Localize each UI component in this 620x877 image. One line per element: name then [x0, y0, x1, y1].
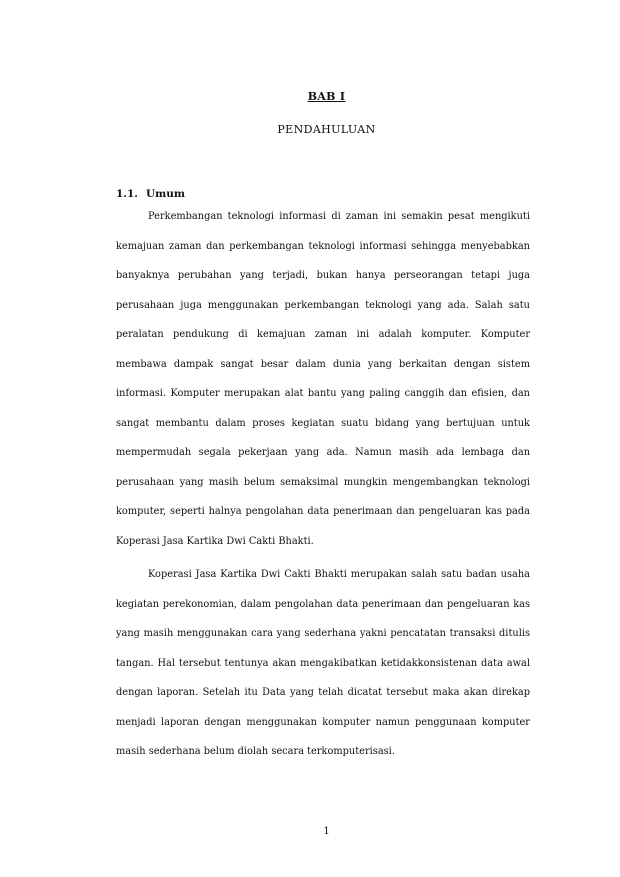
- chapter-title: PENDAHULUAN: [277, 123, 376, 136]
- chapter-label: BAB I: [307, 90, 346, 103]
- body-paragraph: Koperasi Jasa Kartika Dwi Cakti Bhakti merupakan salah satu badan usaha kegiatan perekonomian, dalam pengolahan data penerimaan dan pengeluaran kas yang masih menggunakan cara yang sederhana yakni pencatatan transaksi ditulis tangan. Hal tersebut tentunya akan mengakibatkan ketidakkonsistenan data awal dengan laporan. Setelah itu Data yang telah dicatat tersebut maka akan direkap menjadi laporan dengan menggunakan komputer namun penggunaan komputer masih sederhana belum diolah secara terkomputerisasi.: [116, 569, 530, 757]
- page-number: 1: [323, 826, 330, 837]
- body-paragraph-1-block: [116, 202, 530, 556]
- body-paragraph-2-block: [116, 560, 530, 767]
- section-heading: [116, 188, 185, 200]
- section-title: Umum: [146, 188, 186, 200]
- section-number: 1.1.: [116, 188, 138, 200]
- body-paragraph: Perkembangan teknologi informasi di zaman ini semakin pesat mengikuti kemajuan zaman dan perkembangan teknologi informasi sehingga menyebabkan banyaknya perubahan yang terjadi, bukan hanya perseorangan tetapi juga perusahaan juga menggunakan perkembangan teknologi yang ada. Salah satu peralatan pendukung di kemajuan zaman ini adalah komputer. Komputer membawa dampak sangat besar dalam dunia yang berkaitan dengan sistem informasi. Komputer merupakan alat bantu yang paling canggih dan efisien, dan sangat membantu dalam proses kegiatan suatu bidang yang bertujuan untuk mempermudah segala pekerjaan yang ada. Namun masih ada lembaga dan perusahaan yang masih belum semaksimal mungkin mengembangkan teknologi komputer, seperti halnya pengolahan data penerimaan dan pengeluaran kas pada Koperasi Jasa Kartika Dwi Cakti Bhakti.: [116, 211, 530, 547]
